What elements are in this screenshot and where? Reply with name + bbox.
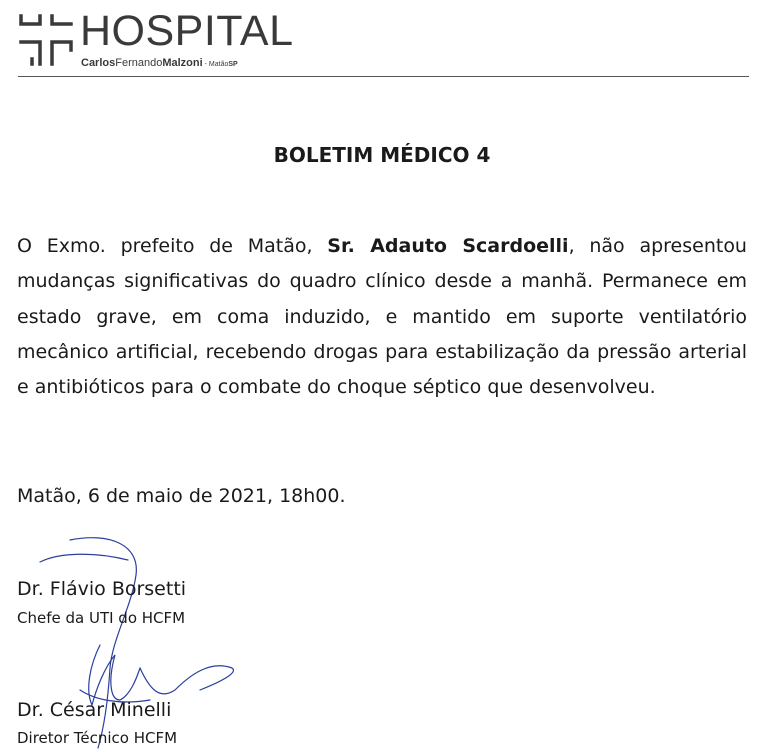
- hospital-cross-logo-icon: [18, 12, 74, 68]
- signature-2-role: Diretor Técnico HCFM: [17, 729, 178, 747]
- header-divider: [18, 76, 749, 77]
- signature-1-role: Chefe da UTI do HCFM: [17, 609, 186, 627]
- logo-title: HOSPITAL: [80, 7, 294, 55]
- bulletin-paragraph: O Exmo. prefeito de Matão, Sr. Adauto Scardoelli, não apresentou mudanças significativas do quadro clínico desde a manhã. Permanece em estado grave, em coma induzido, e mantido em suporte ventilatório mecânico artificial, recebendo drogas para estabilização da pressão arterial e antibióticos para o combate do choque séptico que desenvolveu.: [17, 235, 747, 399]
- patient-name: Sr. Adauto Scardoelli: [327, 235, 569, 257]
- signature-1-name: Dr. Flávio Borsetti: [17, 578, 187, 600]
- hospital-logo: [18, 7, 294, 70]
- bulletin-date: Matão, 6 de maio de 2021, 18h00.: [17, 485, 346, 507]
- signature-2-name: Dr. César Minelli: [17, 699, 172, 721]
- logo-subtitle: CarlosFernandoMalzoni - MatãoSP: [81, 57, 238, 69]
- document-title: BOLETIM MÉDICO 4: [273, 143, 491, 167]
